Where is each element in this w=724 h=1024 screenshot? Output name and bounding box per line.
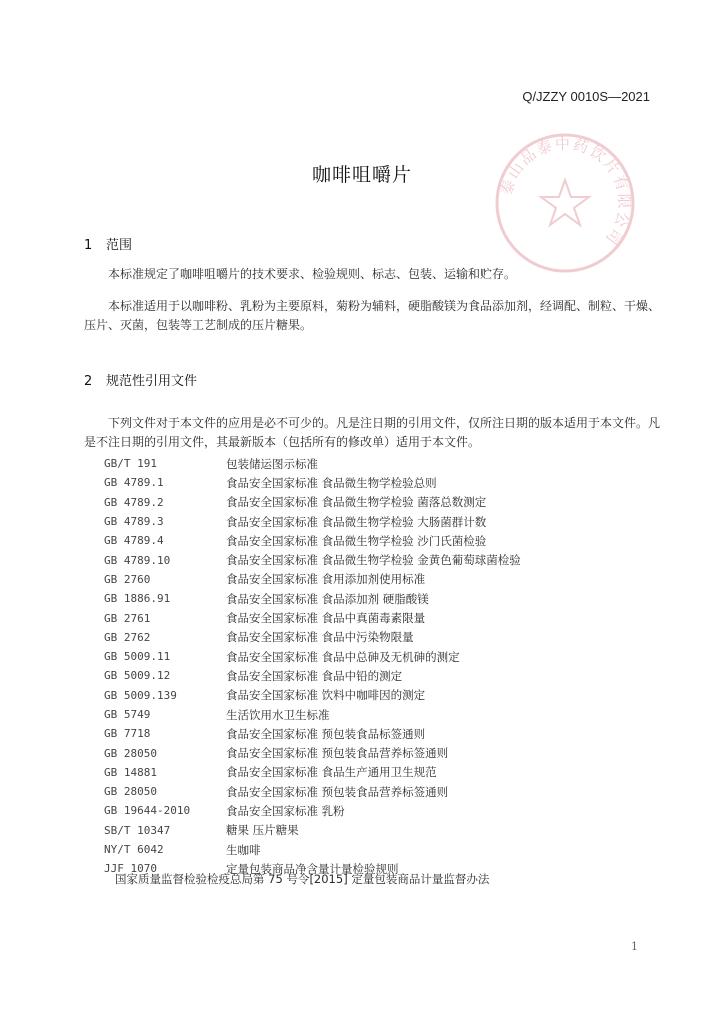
reference-row — [104, 724, 521, 743]
reference-title: 食品安全国家标准 食品中铅的测定 — [226, 668, 403, 683]
section-number: 2 — [84, 374, 93, 389]
reference-note: 国家质量监督检验检疫总局第 75 号令[2015] 定量包装商品计量监督办法 — [115, 872, 490, 886]
reference-row — [104, 686, 521, 705]
reference-row — [104, 840, 521, 859]
reference-title: 包装储运图示标准 — [226, 456, 318, 471]
reference-code: GB 5009.139 — [104, 688, 177, 702]
section-heading-scope — [84, 234, 132, 253]
reference-title: 食品安全国家标准 食品微生物学检验 沙门氏菌检验 — [226, 533, 487, 548]
reference-code: GB 1886.91 — [104, 592, 171, 606]
reference-row — [104, 763, 521, 782]
company-seal — [490, 128, 640, 278]
reference-code: GB 4789.3 — [104, 515, 164, 529]
document-code: Q/JZZY 0010S—2021 — [522, 89, 650, 104]
reference-title: 生活饮用水卫生标准 — [226, 707, 330, 722]
reference-title: 食品安全国家标准 食品生产通用卫生规范 — [226, 765, 437, 780]
reference-title: 食品安全国家标准 食用添加剂使用标准 — [226, 572, 426, 587]
reference-code: GB 2762 — [104, 630, 151, 644]
reference-code: GB 4789.4 — [104, 534, 164, 548]
reference-code: JJF 1070 — [104, 862, 157, 876]
reference-title: 食品安全国家标准 食品微生物学检验总则 — [226, 475, 437, 490]
reference-code: NY/T 6042 — [104, 843, 164, 857]
scope-paragraph-2: 本标准适用于以咖啡粉、乳粉为主要原料，菊粉为辅料，硬脂酸镁为食品添加剂，经调配、制粒、干燥、压片、灭菌，包装等工艺制成的压片糖果。 — [84, 299, 661, 332]
reference-title: 食品安全国家标准 预包装食品标签通则 — [226, 726, 426, 741]
reference-title: 食品安全国家标准 食品中污染物限量 — [226, 630, 414, 645]
reference-code: GB 4789.2 — [104, 495, 164, 509]
reference-title: 糖果 压片糖果 — [226, 823, 299, 838]
reference-row — [104, 589, 521, 608]
reference-title: 生咖啡 — [226, 842, 261, 857]
reference-title: 定量包装商品净含量计量检验规则 — [226, 861, 399, 876]
reference-title: 食品安全国家标准 食品微生物学检验 大肠菌群计数 — [226, 514, 487, 529]
reference-row — [104, 550, 521, 569]
references-intro-paragraph: 下列文件对于本文件的应用是必不可少的。凡是注日期的引用文件，仅所注日期的版本适用于本文件。凡是不注日期的引用文件，其最新版本（包括所有的修改单）适用于本文件。 — [84, 416, 661, 449]
reference-list — [104, 454, 521, 879]
reference-code: GB 5749 — [104, 708, 151, 721]
reference-title: 食品安全国家标准 乳粉 — [226, 803, 345, 818]
reference-row — [104, 666, 521, 685]
reference-row — [104, 647, 521, 666]
reference-title: 食品安全国家标准 食品中真菌毒素限量 — [226, 611, 426, 626]
reference-row — [104, 705, 521, 724]
reference-code: GB 19644-2010 — [104, 804, 191, 818]
reference-row — [104, 801, 521, 820]
reference-title: 食品安全国家标准 饮料中咖啡因的测定 — [226, 688, 426, 703]
reference-row — [104, 628, 521, 647]
reference-title: 食品安全国家标准 食品中总砷及无机砷的测定 — [226, 649, 460, 664]
reference-code: GB 14881 — [104, 765, 157, 779]
page-number: 1 — [631, 940, 638, 953]
reference-row — [104, 454, 521, 473]
section-number: 1 — [84, 238, 93, 253]
reference-code: GB 2761 — [104, 611, 151, 625]
reference-row — [104, 512, 521, 531]
reference-title: 食品安全国家标准 食品微生物学检验 金黄色葡萄球菌检验 — [226, 553, 521, 568]
reference-title: 食品安全国家标准 预包装食品营养标签通则 — [226, 784, 449, 799]
reference-code: GB 5009.11 — [104, 650, 171, 664]
reference-title: 食品安全国家标准 食品添加剂 硬脂酸镁 — [226, 591, 429, 606]
section-heading-normative-references — [84, 370, 197, 389]
reference-code: GB 2760 — [104, 572, 151, 586]
document-title: 咖啡咀嚼片 — [311, 164, 412, 186]
reference-row — [104, 493, 521, 512]
reference-row — [104, 782, 521, 801]
reference-code: GB 28050 — [104, 785, 157, 799]
reference-row — [104, 608, 521, 627]
reference-code: GB 28050 — [104, 746, 157, 760]
reference-code: GB 4789.1 — [104, 476, 164, 490]
reference-row — [104, 531, 521, 550]
reference-title: 食品安全国家标准 食品微生物学检验 菌落总数测定 — [226, 495, 487, 510]
svg-text:泰山品泰中药饮片有限公司 — [497, 135, 633, 249]
scope-paragraph-1: 本标准规定了咖啡咀嚼片的技术要求、检验规则、标志、包装、运输和贮存。 — [108, 267, 517, 281]
reference-code: GB 7718 — [104, 727, 151, 741]
reference-row — [104, 473, 521, 492]
section-title: 规范性引用文件 — [106, 374, 198, 389]
seal-text: 泰山品泰中药饮片有限公司 — [497, 134, 634, 250]
reference-row — [104, 821, 521, 840]
reference-row — [104, 743, 521, 762]
reference-code: GB 4789.10 — [104, 553, 171, 567]
reference-code: GB 5009.12 — [104, 669, 171, 683]
reference-code: SB/T 10347 — [104, 823, 171, 837]
reference-code: GB/T 191 — [104, 457, 157, 471]
reference-title: 食品安全国家标准 预包装食品营养标签通则 — [226, 746, 449, 761]
section-title: 范围 — [106, 238, 133, 253]
reference-row — [104, 570, 521, 589]
